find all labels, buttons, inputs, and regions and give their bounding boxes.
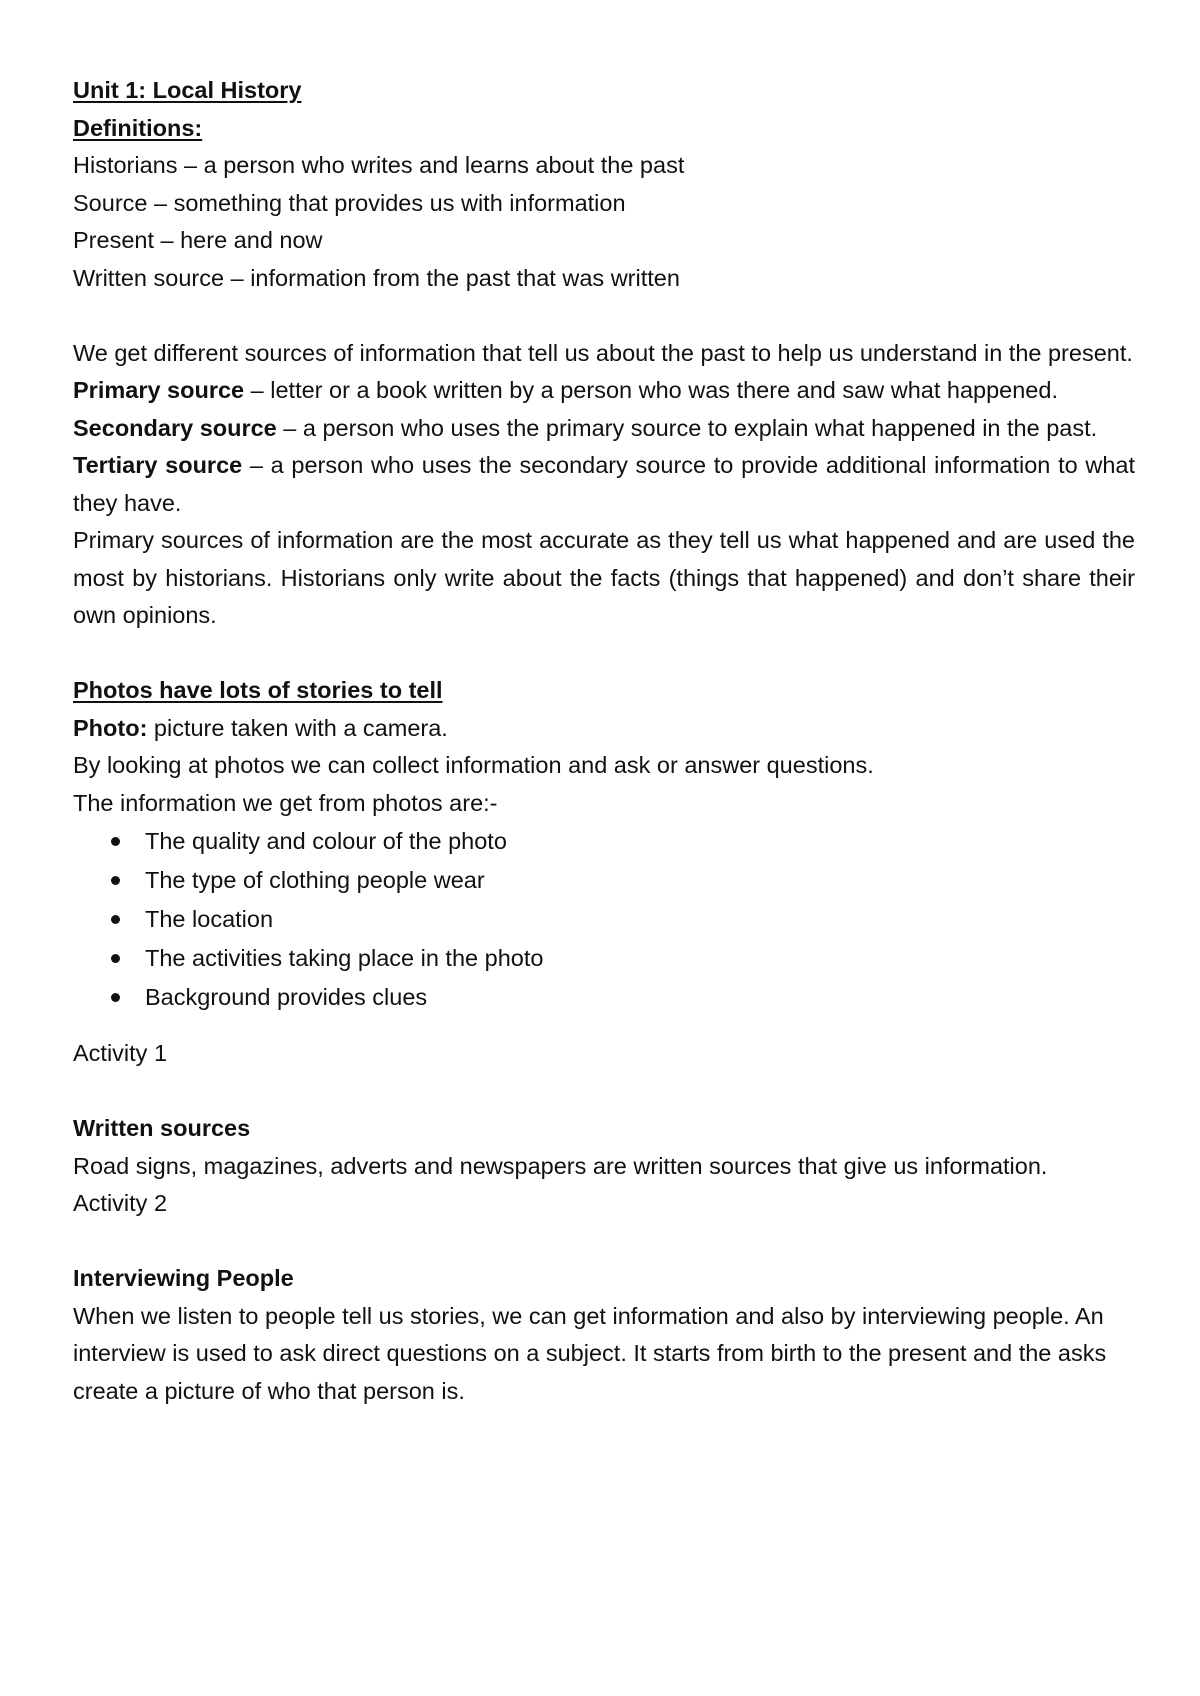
secondary-source-term: Secondary source (73, 414, 277, 441)
photos-line-2: The information we get from photos are:- (73, 789, 498, 816)
photos-heading: Photos have lots of stories to tell (73, 677, 443, 703)
primary-source-paragraph (73, 372, 1135, 410)
list-item (73, 861, 1135, 900)
written-sources-heading: Written sources (73, 1115, 251, 1141)
list-item (73, 900, 1135, 939)
bullet-icon (111, 993, 120, 1002)
activity-1-label: Activity 1 (73, 1040, 168, 1066)
tertiary-source-term: Tertiary source (73, 452, 243, 478)
interviewing-heading: Interviewing People (73, 1265, 294, 1291)
spacer (73, 1073, 1135, 1111)
definition-present: Present – here and now (73, 227, 323, 253)
definition-source: Source – something that provides us with information (73, 189, 626, 216)
secondary-source-paragraph (73, 410, 1135, 448)
photo-definition-text: picture taken with a camera. (147, 714, 448, 741)
activity-2-label: Activity 2 (73, 1190, 168, 1216)
list-item-text: The type of clothing people wear (145, 867, 485, 893)
photo-definition (73, 710, 1135, 748)
list-item (73, 978, 1135, 1017)
interviewing-text: When we listen to people tell us stories, we can get information and also by interviewing people. An interview is used to ask direct questions on a subject. It starts from birth to the present and the asks create a picture of who that person is. (73, 1302, 1107, 1404)
tertiary-source-text: – a person who uses the secondary source to provide additional information to what they have. (73, 452, 1135, 516)
definition-historians: Historians – a person who writes and learns about the past (73, 152, 685, 178)
bullet-icon (111, 876, 120, 885)
bullet-icon (111, 837, 120, 846)
secondary-source-text: – a person who uses the primary source to explain what happened in the past. (276, 414, 1098, 441)
list-item-text: The quality and colour of the photo (145, 828, 507, 854)
tertiary-source-paragraph (73, 447, 1135, 522)
photos-line-1: By looking at photos we can collect information and ask or answer questions. (73, 752, 874, 778)
sources-intro: We get different sources of information that tell us about the past to help us understand in the present. (73, 339, 1133, 366)
bullet-icon (111, 954, 120, 963)
sources-summary: Primary sources of information are the most accurate as they tell us what happened and are used the most by historians. Historians only write about the facts (things that happened) and don’t share their own opinions. (73, 527, 1135, 628)
primary-source-term: Primary source (73, 377, 245, 403)
spacer (73, 297, 1135, 335)
spacer (73, 635, 1135, 673)
list-item-text: The location (145, 906, 274, 932)
photo-info-list (73, 822, 1135, 1017)
definitions-heading: Definitions: (73, 114, 203, 141)
primary-source-text: – letter or a book written by a person who was there and saw what happened. (244, 377, 1058, 403)
spacer (73, 1223, 1135, 1261)
spacer (73, 1017, 1135, 1035)
list-item (73, 822, 1135, 861)
list-item-text: Background provides clues (145, 984, 428, 1010)
document-page (73, 72, 1135, 1410)
definition-written-source: Written source – information from the past that was written (73, 264, 680, 291)
written-sources-text: Road signs, magazines, adverts and newspapers are written sources that give us information. (73, 1152, 1048, 1179)
list-item-text: The activities taking place in the photo (145, 945, 544, 971)
list-item (73, 939, 1135, 978)
unit-title: Unit 1: Local History (73, 77, 302, 103)
bullet-icon (111, 915, 120, 924)
photo-term: Photo: (73, 714, 148, 741)
